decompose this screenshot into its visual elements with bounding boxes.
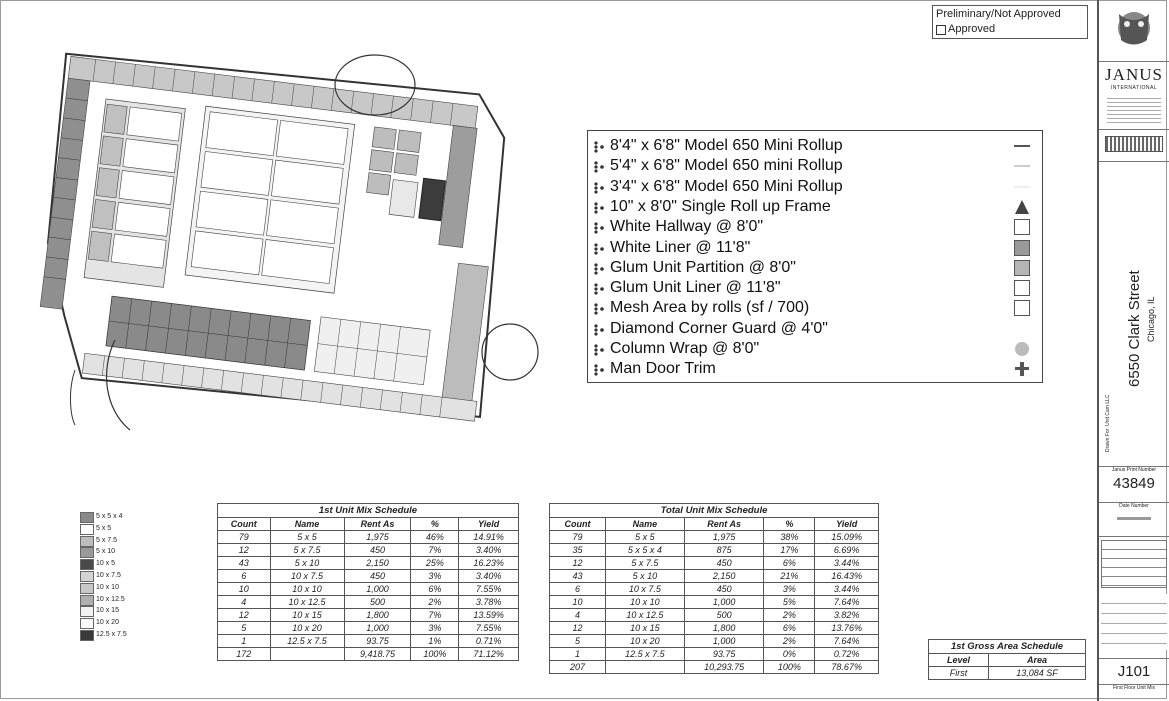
unit-swatch-label: 5 x 10 [96, 548, 116, 556]
table-cell: 450 [684, 557, 764, 570]
table-row [218, 570, 519, 583]
sheet-title: First Floor Unit Mix [1113, 685, 1155, 691]
legend-bullet-icon [594, 343, 604, 355]
table-row [550, 557, 879, 570]
table-cell: 14.91% [459, 531, 519, 544]
unit-swatch-label: 12.5 x 7.5 [96, 631, 127, 638]
legend-label: Man Door Trim [610, 360, 716, 378]
table-row [218, 557, 519, 570]
table-cell: 4 [218, 596, 271, 609]
table-cell: 500 [344, 596, 411, 609]
legend-item [588, 156, 1044, 176]
legend-label: Glum Unit Partition @ 8'0" [610, 258, 796, 276]
table-cell: 2% [411, 596, 459, 609]
legend-bullet-icon [594, 242, 604, 254]
white-box-icon [1014, 219, 1030, 235]
table-row [550, 622, 879, 635]
table-cell: 93.75 [344, 635, 411, 648]
table-cell: 6.69% [815, 544, 879, 557]
table-title: 1st Gross Area Schedule [928, 639, 1086, 653]
legend-label: 5'4" x 6'8" Model 650 mini Rollup [610, 157, 843, 175]
project-address: 6550 Clark Street [1126, 270, 1143, 387]
column-header: Yield [459, 518, 519, 531]
table-cell: 35 [550, 544, 606, 557]
sheet-title-block [1099, 685, 1169, 701]
table-cell: 1,000 [684, 596, 764, 609]
company-block [1099, 62, 1169, 130]
unit-swatch [80, 536, 94, 547]
table-cell: 2% [764, 635, 815, 648]
table-cell: 10 x 20 [605, 635, 684, 648]
table-row [550, 570, 879, 583]
floor-plan [20, 40, 550, 440]
date-number-value [1117, 517, 1151, 520]
legend-label: Column Wrap @ 8'0" [610, 340, 760, 357]
approved-checkbox[interactable] [936, 25, 946, 35]
table-row [550, 609, 879, 622]
sheet-number-block [1099, 659, 1169, 685]
legend-item [588, 359, 1044, 379]
table-header-row [929, 654, 1086, 667]
column-header: % [764, 518, 815, 531]
table-cell: 5 [550, 635, 606, 648]
gross-area-table [928, 639, 1086, 680]
legend-bullet-icon [594, 282, 604, 294]
company-subtitle: INTERNATIONAL [1110, 85, 1158, 91]
title-block [1097, 0, 1169, 701]
table-row [218, 531, 519, 544]
legend-bullet-icon [594, 302, 604, 314]
table-cell: 7% [411, 544, 459, 557]
table-cell: 450 [684, 583, 764, 596]
revision-table [1099, 537, 1169, 659]
unit-swatch [80, 524, 94, 535]
unit-swatch-label: 10 x 5 [96, 560, 116, 568]
table-cell: 207 [550, 661, 606, 674]
legend-label: Mesh Area by rolls (sf / 700) [610, 299, 810, 317]
table-cell: 1 [550, 648, 606, 661]
legend-box [587, 130, 1043, 383]
column-circle-icon [1014, 341, 1030, 357]
unit-swatch [80, 547, 94, 558]
job-number: 43849 [1113, 475, 1155, 492]
table-row [218, 609, 519, 622]
table-cell: 3.78% [459, 596, 519, 609]
unit-swatch-label: 10 x 20 [96, 619, 119, 627]
table-cell: 5% [764, 596, 815, 609]
table-cell: 7% [411, 609, 459, 622]
column-header: Rent As [684, 518, 764, 531]
column-header: Count [218, 518, 271, 531]
table-cell: 6% [764, 557, 815, 570]
table-row [218, 635, 519, 648]
table-cell: 10,293.75 [684, 661, 764, 674]
table-cell: 875 [684, 544, 764, 557]
table-cell: 12.5 x 7.5 [605, 648, 684, 661]
first-unit-mix-table [217, 503, 519, 661]
revision-rows [1101, 540, 1167, 588]
column-header: Name [270, 518, 344, 531]
table-cell: 1,800 [344, 609, 411, 622]
legend-item [588, 238, 1044, 258]
column-header: Level [929, 654, 989, 667]
column-header: Count [550, 518, 606, 531]
table-cell: 5 x 5 [270, 531, 344, 544]
legend-bullet-icon [594, 140, 604, 152]
table-row [218, 583, 519, 596]
table-cell: 5 x 5 x 4 [605, 544, 684, 557]
logo-strip [1099, 130, 1169, 162]
table-cell: 79 [550, 531, 606, 544]
table-cell: 7.64% [815, 635, 879, 648]
project-info [1099, 162, 1169, 467]
unit-swatch [80, 595, 94, 606]
table-cell: 6% [411, 583, 459, 596]
legend-item [588, 278, 1044, 298]
table-cell: 3% [411, 622, 459, 635]
unit-swatch [80, 512, 94, 523]
legend-label: White Liner @ 11'8" [610, 238, 751, 256]
table-cell: 5 x 7.5 [270, 544, 344, 557]
table-cell: 10 x 15 [605, 622, 684, 635]
legend-item [588, 319, 1044, 339]
table-cell: 78.67% [815, 661, 879, 674]
legend-bullet-icon [594, 363, 604, 375]
table-cell: 5 x 10 [605, 570, 684, 583]
table-cell: 10 x 12.5 [270, 596, 344, 609]
table-cell: 0% [764, 648, 815, 661]
table-header-row [550, 518, 879, 531]
table-row [218, 622, 519, 635]
approval-stamp [932, 5, 1088, 39]
unit-swatch-label: 10 x 12.5 [96, 595, 125, 603]
rollup-faint-icon [1014, 179, 1030, 195]
table-cell: 7.55% [459, 622, 519, 635]
table-cell: 43 [218, 557, 271, 570]
unit-swatch-label: 10 x 15 [96, 607, 119, 615]
rollup-dark-icon [1014, 138, 1030, 154]
job-number-block [1099, 467, 1169, 503]
door-trim-icon [1014, 361, 1030, 377]
table-cell: 3% [411, 570, 459, 583]
table-cell: 1,000 [684, 635, 764, 648]
table-cell: 12 [550, 557, 606, 570]
table-row [218, 648, 519, 661]
rollup-light-icon [1014, 158, 1030, 174]
consultant-logo [1105, 136, 1163, 152]
triangle-icon [1014, 199, 1030, 215]
unit-swatch [80, 630, 94, 641]
table-row [550, 648, 879, 661]
table-cell: 10 x 15 [270, 609, 344, 622]
table-cell: 9,418.75 [344, 648, 411, 661]
table-row [929, 667, 1086, 680]
table-row [218, 596, 519, 609]
table-cell: 7.64% [815, 596, 879, 609]
legend-bullet-icon [594, 160, 604, 172]
table-cell: 10 x 7.5 [270, 570, 344, 583]
table-cell: 12 [218, 609, 271, 622]
table-cell: 17% [764, 544, 815, 557]
table-cell [605, 661, 684, 674]
table-cell: 4 [550, 609, 606, 622]
table-cell: 16.43% [815, 570, 879, 583]
legend-item [588, 339, 1044, 359]
table-cell: 10 [218, 583, 271, 596]
table-cell: 15.09% [815, 531, 879, 544]
legend-item [588, 197, 1044, 217]
legend-bullet-icon [594, 201, 604, 213]
unit-swatch-label: 5 x 5 [96, 524, 112, 532]
legend-bullet-icon [594, 262, 604, 274]
table-cell: 1,975 [684, 531, 764, 544]
drawn-for: Drawn For: Unit Cam LLC [1105, 394, 1111, 452]
legend-label: 8'4" x 6'8" Model 650 Mini Rollup [610, 137, 843, 154]
legend-item [588, 177, 1044, 197]
table-row [550, 596, 879, 609]
table-cell: 5 x 5 [605, 531, 684, 544]
table-cell: 16.23% [459, 557, 519, 570]
table-cell: 1,800 [684, 622, 764, 635]
logo-area [1099, 0, 1169, 62]
white-box-icon [1014, 280, 1030, 296]
legend-label: White Hallway @ 8'0" [610, 218, 764, 236]
table-row [550, 531, 879, 544]
legend-label: Glum Unit Liner @ 11'8" [610, 279, 781, 297]
date-number-block [1099, 503, 1169, 537]
table-cell: 25% [411, 557, 459, 570]
table-title: Total Unit Mix Schedule [549, 503, 879, 517]
unit-swatch-label: 10 x 7.5 [96, 572, 121, 579]
table-cell: 10 [550, 596, 606, 609]
table-cell: 500 [684, 609, 764, 622]
project-city: Chicago, IL [1146, 296, 1156, 342]
table-cell: 2,150 [344, 557, 411, 570]
table-cell: 3% [764, 583, 815, 596]
table-cell: 38% [764, 531, 815, 544]
legend-bullet-icon [594, 181, 604, 193]
legend-label: Diamond Corner Guard @ 4'0" [610, 319, 828, 337]
unit-swatch [80, 571, 94, 582]
table-cell: 1,000 [344, 583, 411, 596]
table-row [550, 544, 879, 557]
table-cell: 3.44% [815, 583, 879, 596]
unit-swatch [80, 606, 94, 617]
table-cell: 6 [218, 570, 271, 583]
legend-item [588, 298, 1044, 318]
table-cell: 5 x 10 [270, 557, 344, 570]
table-cell: 0.71% [459, 635, 519, 648]
table-cell [270, 648, 344, 661]
table-cell: First [929, 667, 989, 680]
table-cell: 1% [411, 635, 459, 648]
table-cell: 10 x 10 [270, 583, 344, 596]
table-cell: 3.82% [815, 609, 879, 622]
table-cell: 10 x 7.5 [605, 583, 684, 596]
table-cell: 10 x 12.5 [605, 609, 684, 622]
stamp-approved[interactable]: Approved [936, 22, 1084, 37]
legend-bullet-icon [594, 221, 604, 233]
table-cell: 71.12% [459, 648, 519, 661]
empty-symbol [1014, 321, 1030, 337]
unit-swatch-label: 5 x 5 x 4 [96, 513, 123, 520]
table-cell: 1 [218, 635, 271, 648]
table-cell: 5 x 7.5 [605, 557, 684, 570]
legend-item [588, 217, 1044, 237]
job-number-label: Janus Print Number [1111, 467, 1157, 473]
table-cell: 450 [344, 544, 411, 557]
total-unit-mix-table [549, 503, 879, 674]
table-cell: 13.76% [815, 622, 879, 635]
table-cell: 5 [218, 622, 271, 635]
table-row [550, 635, 879, 648]
table-cell: 46% [411, 531, 459, 544]
gray-box-icon [1014, 240, 1030, 256]
table-cell: 3.40% [459, 544, 519, 557]
unit-swatch-label: 10 x 10 [96, 583, 119, 591]
table-cell: 43 [550, 570, 606, 583]
table-cell: 172 [218, 648, 271, 661]
table-cell: 100% [411, 648, 459, 661]
sheet-number: J101 [1117, 663, 1151, 680]
table-cell: 2,150 [684, 570, 764, 583]
company-address-lines [1107, 95, 1161, 123]
table-cell: 12 [550, 622, 606, 635]
revision-blank-rows [1101, 594, 1167, 650]
table-cell: 10 x 10 [605, 596, 684, 609]
table-cell: 12 [218, 544, 271, 557]
legend-label: 10" x 8'0" Single Roll up Frame [610, 197, 831, 215]
table-cell: 13.59% [459, 609, 519, 622]
janus-logo-icon [1099, 0, 1169, 60]
company-name: JANUS [1105, 65, 1163, 84]
legend-item [588, 258, 1044, 278]
table-cell: 3.40% [459, 570, 519, 583]
table-cell: 3.44% [815, 557, 879, 570]
table-cell: 21% [764, 570, 815, 583]
unit-swatch-label: 5 x 7.5 [96, 536, 118, 544]
table-cell: 13,084 SF [988, 667, 1085, 680]
table-cell: 6 [550, 583, 606, 596]
column-header: Area [988, 654, 1085, 667]
table-cell: 10 x 20 [270, 622, 344, 635]
table-cell: 0.72% [815, 648, 879, 661]
table-row [218, 544, 519, 557]
table-cell: 1,975 [344, 531, 411, 544]
legend-item [588, 136, 1044, 156]
table-header-row [218, 518, 519, 531]
table-row [550, 583, 879, 596]
column-header: Yield [815, 518, 879, 531]
unit-swatch [80, 559, 94, 570]
white-box-icon [1014, 300, 1030, 316]
table-title: 1st Unit Mix Schedule [217, 503, 519, 517]
table-cell: 6% [764, 622, 815, 635]
table-cell: 450 [344, 570, 411, 583]
date-number-label: Date Number [1119, 503, 1149, 509]
column-header: Name [605, 518, 684, 531]
table-cell: 12.5 x 7.5 [270, 635, 344, 648]
table-cell: 79 [218, 531, 271, 544]
midgray-box-icon [1014, 260, 1030, 276]
column-header: % [411, 518, 459, 531]
table-cell: 1,000 [344, 622, 411, 635]
table-cell: 93.75 [684, 648, 764, 661]
stamp-preliminary: Preliminary/Not Approved [936, 8, 1061, 20]
unit-swatch [80, 583, 94, 594]
column-header: Rent As [344, 518, 411, 531]
table-cell: 2% [764, 609, 815, 622]
unit-swatch [80, 618, 94, 629]
legend-bullet-icon [594, 323, 604, 335]
table-cell: 100% [764, 661, 815, 674]
table-row [550, 661, 879, 674]
table-cell: 7.55% [459, 583, 519, 596]
legend-label: 3'4" x 6'8" Model 650 Mini Rollup [610, 177, 843, 195]
